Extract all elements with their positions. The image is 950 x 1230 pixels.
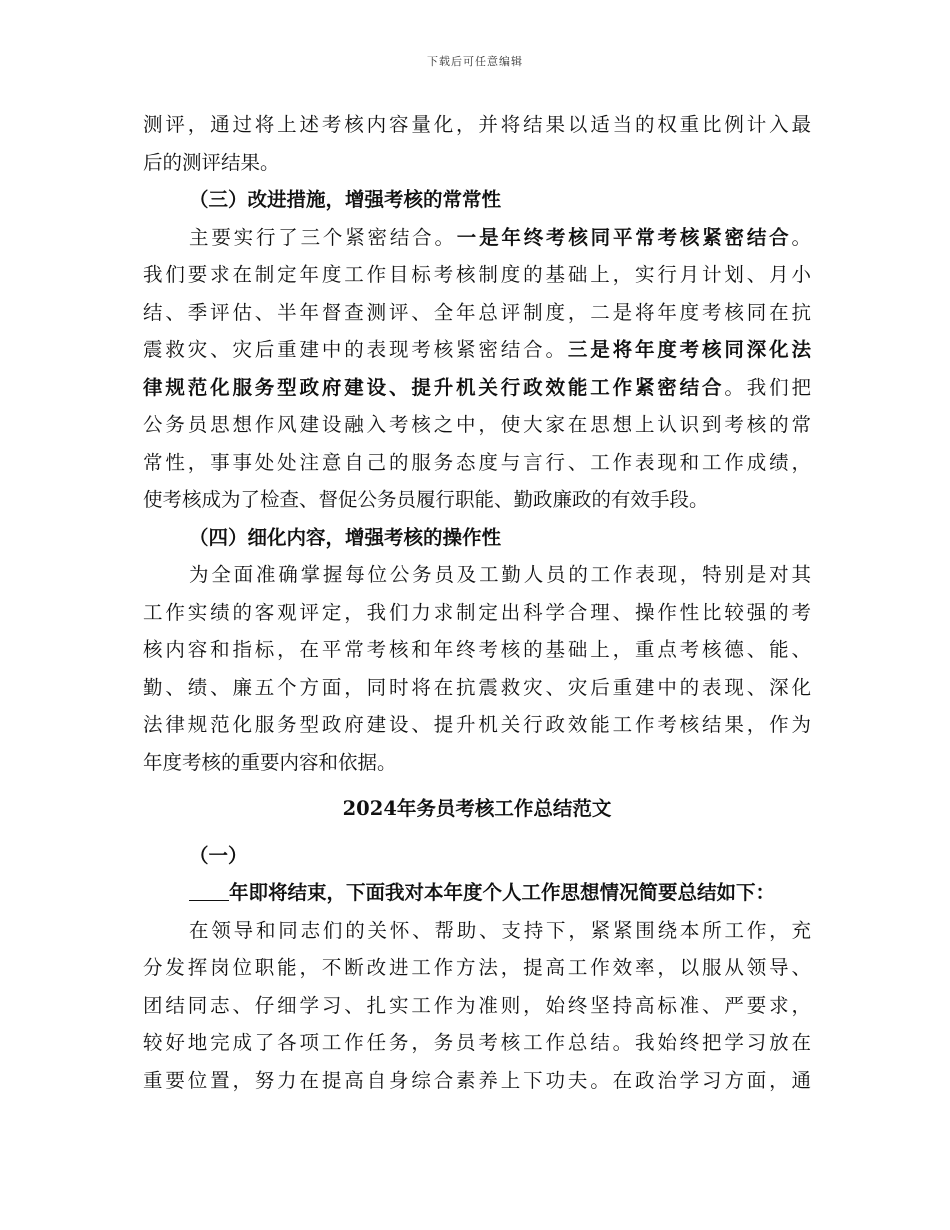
intro-line <box>143 874 811 912</box>
paragraph-line: 重要位置，努力在提高自身综合素养上下功夫。在政治学习方面，通 <box>143 1068 811 1092</box>
text-run: 。 <box>791 225 811 249</box>
paragraph-line <box>143 219 811 257</box>
document-body <box>143 106 811 1099</box>
bold-text-run: 三是将年度考核同深化法 <box>567 338 811 361</box>
paragraph-line: 使考核成为了检查、督促公务员履行职能、勤政廉政的有效手段。 <box>143 488 709 511</box>
bold-text-run: 年即将结束，下面我对本年度个人工作思想情况简要总结如下： <box>229 881 776 904</box>
paragraph-line <box>143 369 811 407</box>
paragraph-line: 核内容和指标，在平常考核和年终考核的基础上，重点考核德、能、 <box>143 638 811 661</box>
paragraph-line: 公务员思想作风建设融入考核之中，使大家在思想上认识到考核的常 <box>143 413 811 436</box>
paragraph-line: 年度考核的重要内容和依据。 <box>143 750 397 774</box>
paragraph-line: 我们要求在制定年度工作目标考核制度的基础上，实行月计划、月小 <box>143 263 811 286</box>
paragraph-line: 团结同志、仔细学习、扎实工作为准则，始终坚持高标准、严要求， <box>143 993 811 1017</box>
sub-heading-1: （一） <box>189 843 248 867</box>
paragraph-line: 测评，通过将上述考核内容量化，并将结果以适当的权重比例计入最 <box>143 113 811 136</box>
paragraph-line: 结、季评估、半年督查测评、全年总评制度，二是将年度考核同在抗 <box>143 300 811 324</box>
paragraph-line: 法律规范化服务型政府建设、提升机关行政效能工作考核结果，作为 <box>143 713 811 736</box>
paragraph-line: 工作实绩的客观评定，我们力求制定出科学合理、操作性比较强的考 <box>143 600 811 624</box>
section-heading-3: （三）改进措施，增强考核的常常性 <box>189 188 502 211</box>
paragraph-line: 后的测评结果。 <box>143 150 280 174</box>
section-heading-4: （四）细化内容，增强考核的操作性 <box>189 525 502 549</box>
document-title: 2024年务员考核工作总结范文 <box>342 797 612 820</box>
text-run: 主要实行了三个紧密结合。 <box>189 225 457 249</box>
text-run: 震救灾、灾后重建中的表现考核紧密结合。 <box>143 338 568 361</box>
paragraph-line: 为全面准确掌握每位公务员及工勤人员的工作表现，特别是对其 <box>189 563 811 586</box>
paragraph-line <box>143 331 811 369</box>
fill-in-blank <box>189 882 229 901</box>
bold-text-run: 律规范化服务型政府建设、提升机关行政效能工作紧密结合 <box>143 375 725 399</box>
paragraph-line: 在领导和同志们的关怀、帮助、支持下，紧紧围绕本所工作，充 <box>189 918 811 942</box>
text-run: 。我们把 <box>724 375 811 399</box>
paragraph-line: 勤、绩、廉五个方面，同时将在抗震救灾、灾后重建中的表现、深化 <box>143 675 811 699</box>
bold-text-run: 一是年终考核同平常考核紧密结合 <box>456 225 792 249</box>
paragraph-line: 常性，事事处处注意自己的服务态度与言行、工作表现和工作成绩， <box>143 450 811 474</box>
paragraph-line: 分发挥岗位职能，不断改进工作方法，提高工作效率，以服从领导、 <box>143 956 811 979</box>
paragraph-line: 较好地完成了各项工作任务，务员考核工作总结。我始终把学习放在 <box>143 1031 811 1054</box>
page-header-note: 下载后可任意编辑 <box>427 55 523 68</box>
